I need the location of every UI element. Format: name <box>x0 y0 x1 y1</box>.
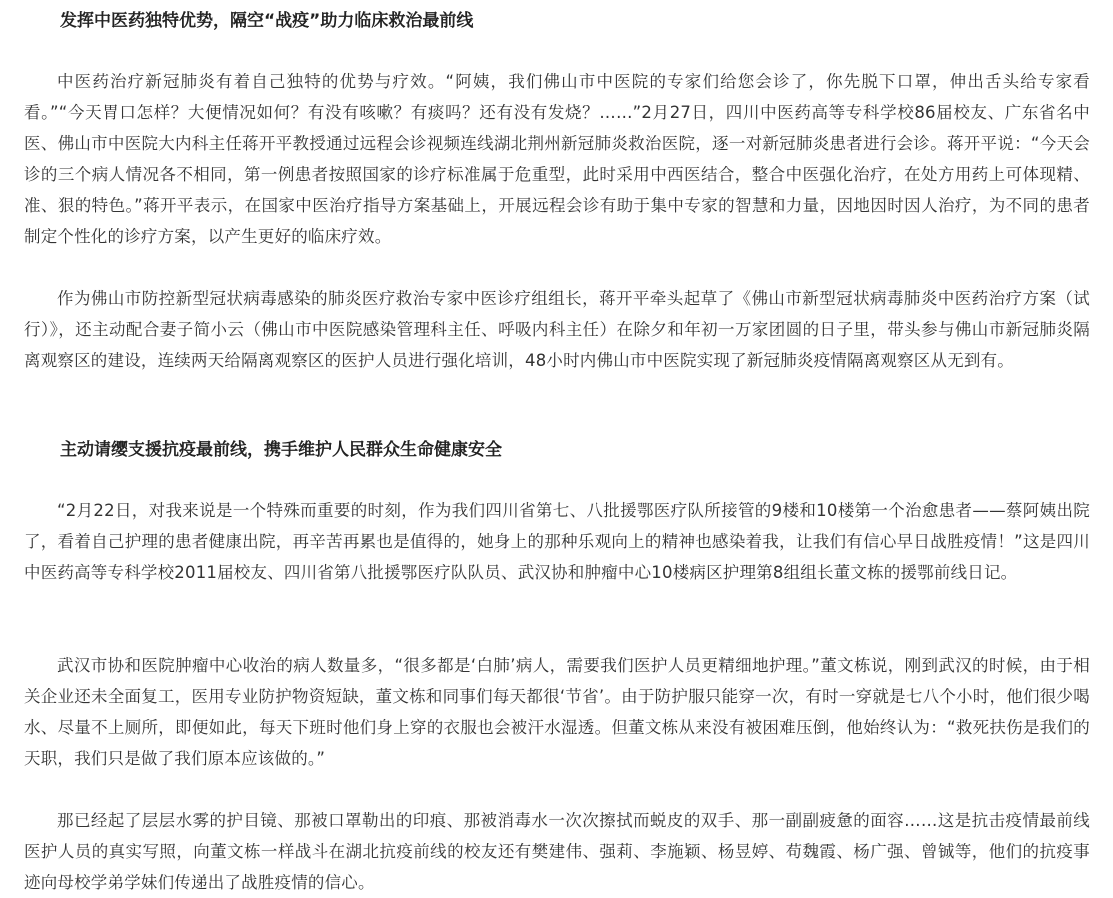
article-paragraph: 那已经起了层层水雾的护目镜、那被口罩勒出的印痕、那被消毒水一次次擦拭而蜕皮的双手、那一副副疲惫的面容……这是抗击疫情最前线医护人员的真实写照，向董文栋一样战斗在湖北抗疫前线的校友还有樊建伟、强莉、李施颖、杨昱婷、苟魏霞、杨广强、曾铖等，他们的抗疫事迹向母校学弟学妹们传递出了战胜疫情的信心。 <box>24 811 1090 892</box>
section-heading: 主动请缨支援抗疫最前线，携手维护人民群众生命健康安全 <box>60 440 502 460</box>
article-paragraph: 作为佛山市防控新型冠状病毒感染的肺炎医疗救治专家中医诊疗组组长，蒋开平牵头起草了《佛山市新型冠状病毒肺炎中医药治疗方案（试行）》，还主动配合妻子简小云（佛山市中医院感染管理科主任、呼吸内科主任）在除夕和年初一万家团圆的日子里，带头参与佛山市新冠肺炎隔离观察区的建设，连续两天给隔离观察区的医护人员进行强化培训，48小时内佛山市中医院实现了新冠肺炎疫情隔离观察区从无到有。 <box>24 289 1090 370</box>
article-paragraph: 武汉市协和医院肿瘤中心收治的病人数量多，“很多都是‘白肺’病人，需要我们医护人员更精细地护理。”董文栋说，刚到武汉的时候，由于相关企业还未全面复工，医用专业防护物资短缺，董文栋和同事们每天都很‘节省’。由于防护服只能穿一次，有时一穿就是七八个小时，他们很少喝水、尽量不上厕所，即便如此，每天下班时他们身上穿的衣服也会被汗水湿透。但董文栋从来没有被困难压倒，他始终认为：“救死扶伤是我们的天职，我们只是做了我们原本应该做的。” <box>24 656 1090 768</box>
article-paragraph: 中医药治疗新冠肺炎有着自己独特的优势与疗效。“阿姨，我们佛山市中医院的专家们给您会诊了，你先脱下口罩，伸出舌头给专家看看。”“今天胃口怎样？大便情况如何？有没有咳嗽？有痰吗？还有没有发烧？……”2月27日，四川中医药高等专科学校86届校友、广东省名中医、佛山市中医院大内科主任蒋开平教授通过远程会诊视频连线湖北荆州新冠肺炎救治医院，逐一对新冠肺炎患者进行会诊。蒋开平说：“今天会诊的三个病人情况各不相同，第一例患者按照国家的诊疗标准属于危重型，此时采用中西医结合，整合中医强化治疗，在处方用药上可体现精、准、狠的特色。”蒋开平表示，在国家中医治疗指导方案基础上，开展远程会诊有助于集中专家的智慧和力量，因地因时因人治疗，为不同的患者制定个性化的诊疗方案，以产生更好的临床疗效。 <box>24 72 1090 246</box>
article-paragraph: “2月22日，对我来说是一个特殊而重要的时刻，作为我们四川省第七、八批援鄂医疗队所接管的9楼和10楼第一个治愈患者——蔡阿姨出院了，看着自己护理的患者健康出院，再辛苦再累也是值得的，她身上的那种乐观向上的精神也感染着我，让我们有信心早日战胜疫情！”这是四川中医药高等专科学校2011届校友、四川省第八批援鄂医疗队队员、武汉协和肿瘤中心10楼病区护理第8组组长董文栋的援鄂前线日记。 <box>24 501 1090 582</box>
section-heading: 发挥中医药独特优势，隔空“战疫”助力临床救治最前线 <box>60 11 474 31</box>
